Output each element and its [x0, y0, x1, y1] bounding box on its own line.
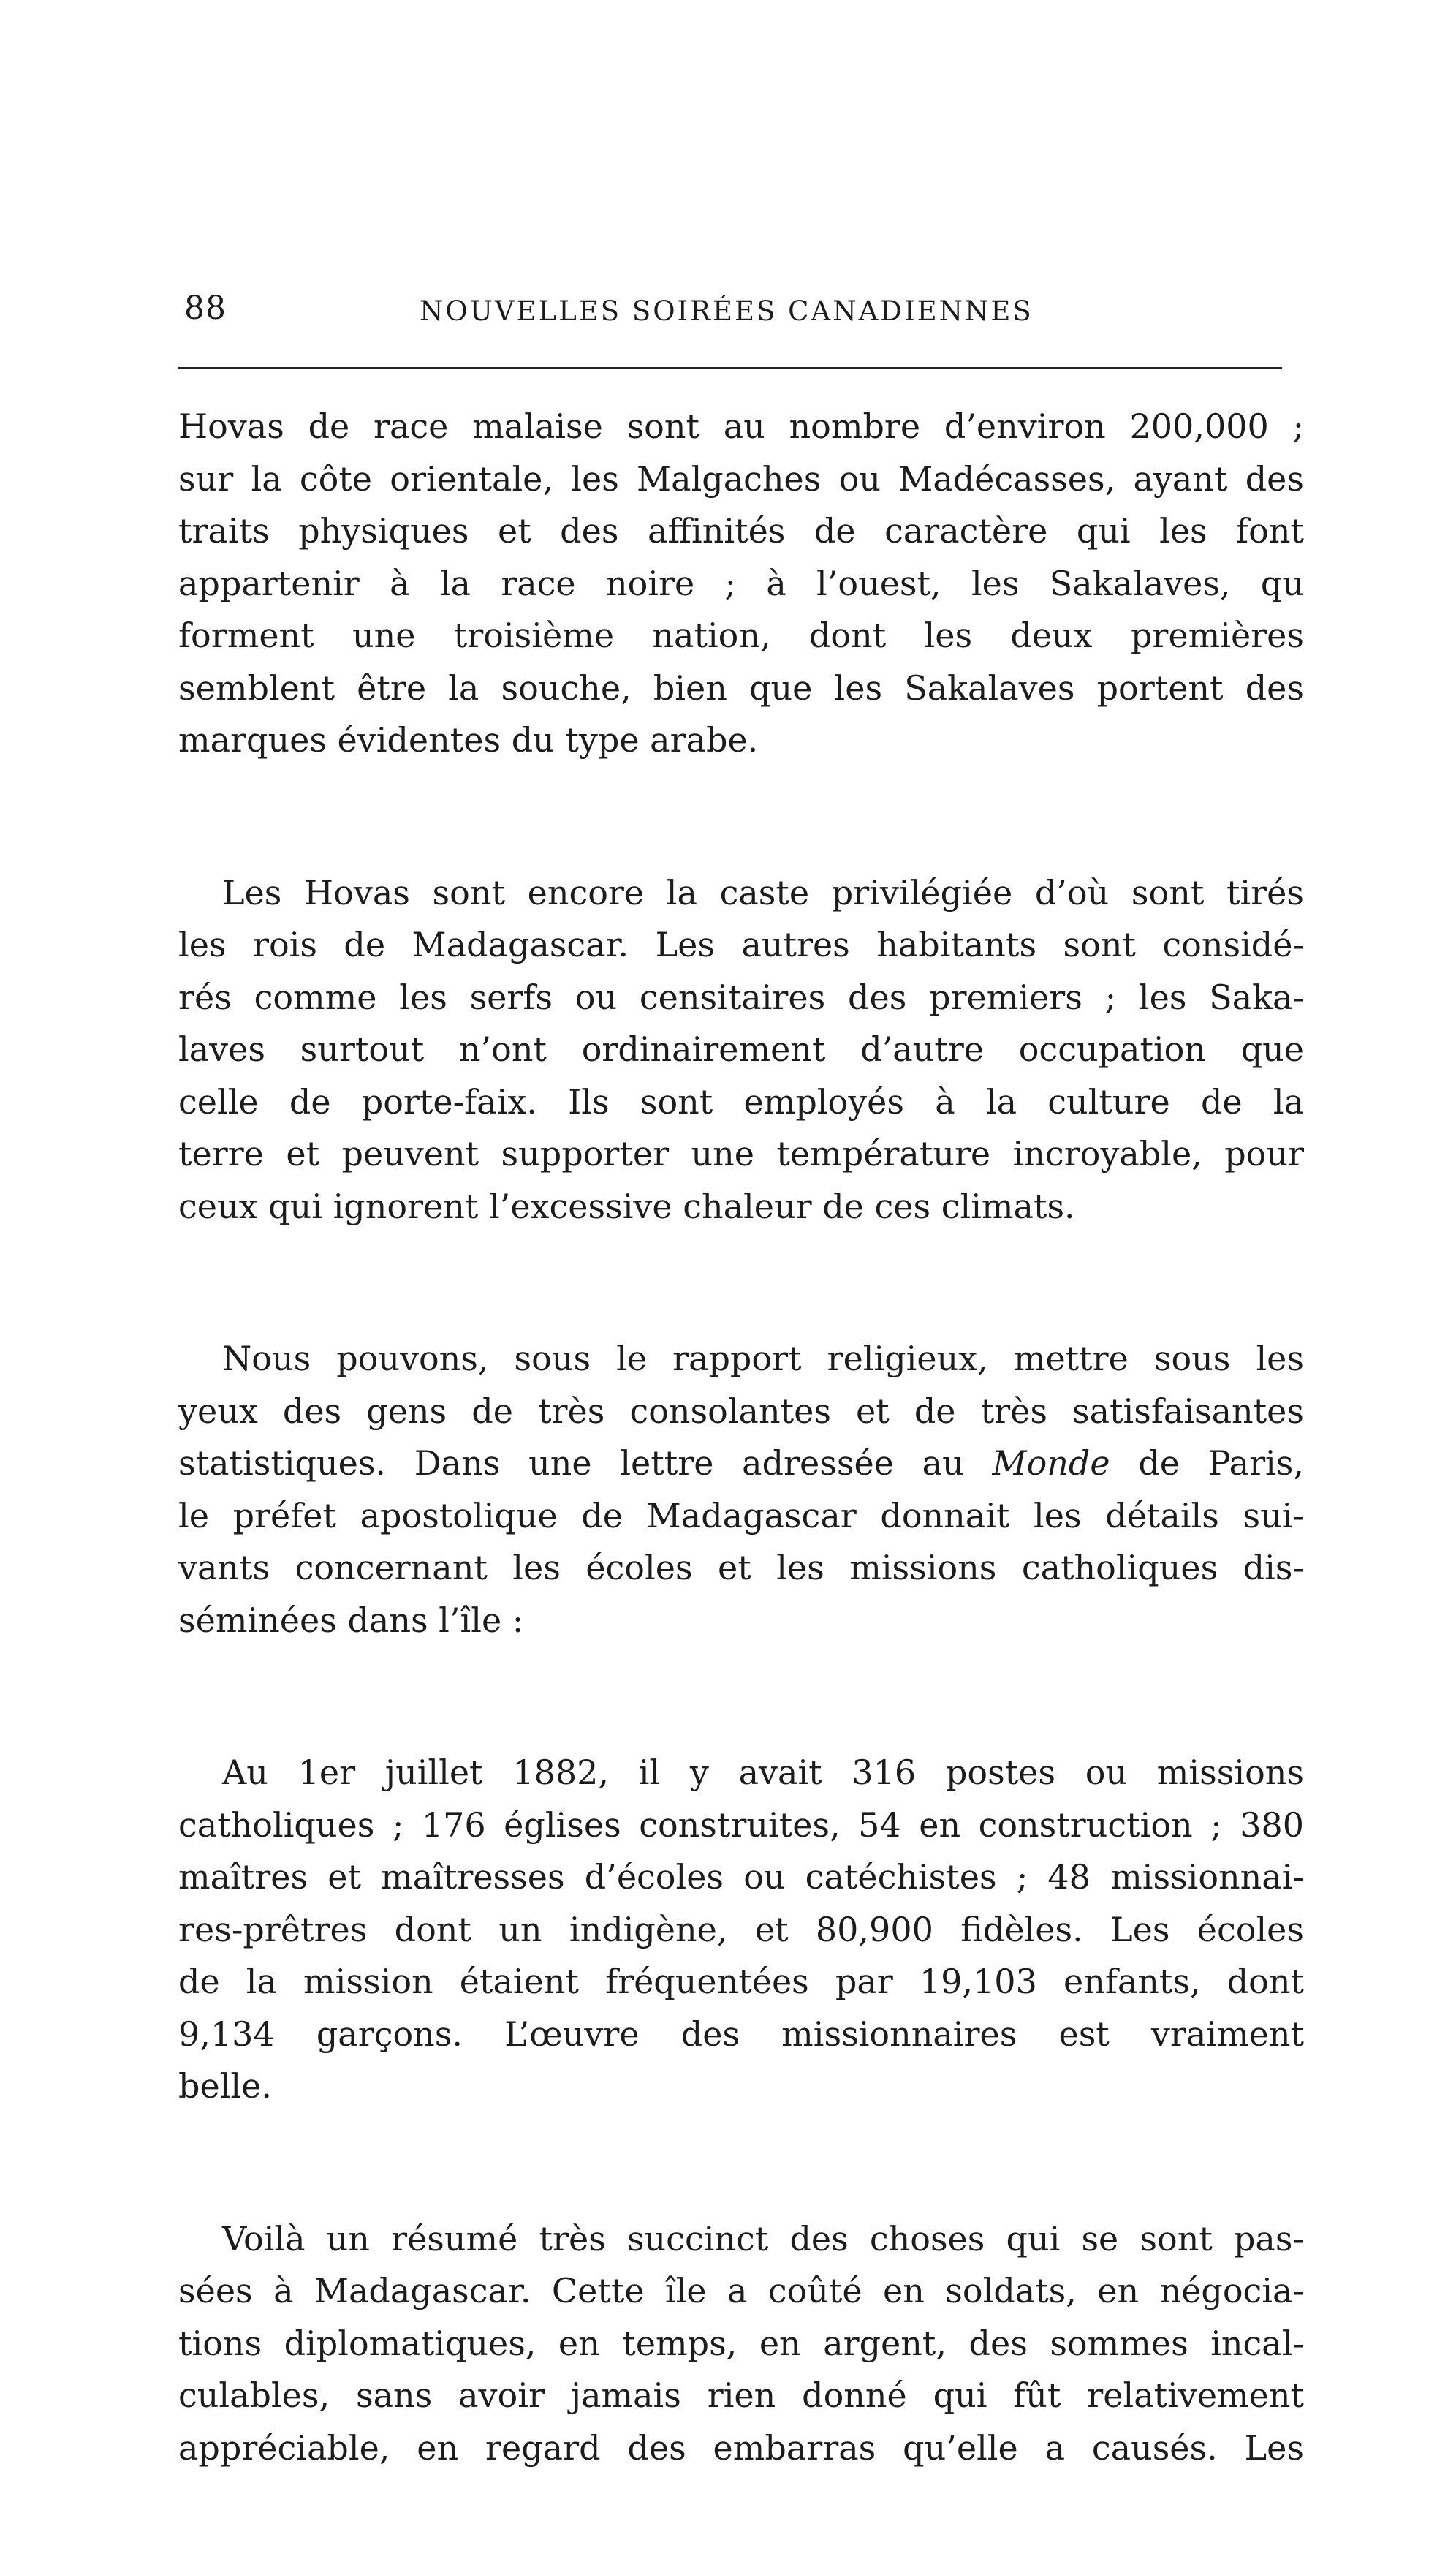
- text-line: celle de porte-faix. Ils sont employés à la culture de la: [178, 1081, 1304, 1122]
- text-line: séminées dans l’île :: [178, 1600, 524, 1640]
- text-line: Au 1er juillet 1882, il y avait 316 postes ou missions: [222, 1753, 1304, 1792]
- text-line: le préfet apostolique de Madagascar donnait les détails sui-: [178, 1495, 1304, 1535]
- paragraph-gap: [178, 2113, 1304, 2213]
- newspaper-title: Monde: [992, 1443, 1110, 1483]
- text-line: rés comme les serfs ou censitaires des premiers ; les Saka-: [178, 977, 1304, 1017]
- text-line: semblent être la souche, bien que les Sakalaves portent des: [178, 668, 1304, 708]
- text-line: yeux des gens de très consolantes et de très satisfaisantes: [178, 1391, 1304, 1431]
- text-line: Les Hovas sont encore la caste privilégiée d’où sont tirés: [222, 872, 1304, 912]
- text-line: appréciable, en regard des embarras qu’elle a causés. Les: [178, 2427, 1304, 2468]
- text-line: de la mission étaient fréquentées par 19,103 enfants, dont: [178, 1962, 1304, 2001]
- page-header: [178, 271, 1304, 336]
- paragraph-5: [178, 2213, 1304, 2475]
- text-line: culables, sans avoir jamais rien donné qui fût relativement: [178, 2376, 1304, 2415]
- page-body: [178, 401, 1304, 2474]
- text-line: vants concernant les écoles et les missions catholiques dis-: [178, 1548, 1304, 1587]
- text-line: Hovas de race malaise sont au nombre d’environ 200,000 ;: [178, 407, 1304, 446]
- running-title: NOUVELLES SOIRÉES CANADIENNES: [420, 295, 1034, 327]
- text-line: laves surtout n’ont ordinairement d’autre occupation que: [178, 1029, 1304, 1069]
- text-line: forment une troisième nation, dont les deux premières: [178, 616, 1304, 655]
- text-line: catholiques ; 176 églises construites, 54 en construction ; 380: [178, 1804, 1304, 1845]
- paragraph-gap: [178, 767, 1304, 867]
- text-line: Nous pouvons, sous le rapport religieux, mettre sous les: [222, 1339, 1304, 1378]
- paragraph-1: [178, 401, 1304, 767]
- text-line: ceux qui ignorent l’excessive chaleur de ces climats.: [178, 1186, 1075, 1226]
- text-line: res-prêtres dont un indigène, et 80,900 fidèles. Les écoles: [178, 1909, 1304, 1949]
- text-line-with-italic: [178, 1437, 1304, 1490]
- text-line: sur la côte orientale, les Malgaches ou Madécasses, ayant des: [178, 458, 1304, 499]
- text-line: belle.: [178, 2066, 272, 2106]
- text-line: tions diplomatiques, en temps, en argent, des sommes incal-: [178, 2323, 1304, 2363]
- text-segment: de Paris,: [1110, 1443, 1304, 1483]
- paragraph-3: [178, 1333, 1304, 1647]
- book-page: [178, 271, 1304, 2468]
- paragraph-4: [178, 1747, 1304, 2113]
- text-line: maîtres et maîtresses d’écoles ou catéchistes ; 48 missionnai-: [178, 1857, 1304, 1897]
- text-line: 9,134 garçons. L’œuvre des missionnaires est vraiment: [178, 2014, 1304, 2054]
- text-line: traits physiques et des affinités de caractère qui les font: [178, 511, 1304, 551]
- text-line: sées à Madagascar. Cette île a coûté en soldats, en négocia-: [178, 2271, 1304, 2310]
- paragraph-gap: [178, 1233, 1304, 1333]
- paragraph-gap: [178, 1647, 1304, 1747]
- text-line: marques évidentes du type arabe.: [178, 720, 759, 760]
- text-segment: statistiques. Dans une lettre adressée au: [178, 1443, 993, 1483]
- text-line: les rois de Madagascar. Les autres habitants sont considé-: [178, 925, 1304, 964]
- text-line: terre et peuvent supporter une température incroyable, pour: [178, 1134, 1304, 1173]
- paragraph-2: [178, 867, 1304, 1233]
- header-rule: [178, 367, 1282, 369]
- text-line: appartenir à la race noire ; à l’ouest, les Sakalaves, qu: [178, 563, 1304, 603]
- page-number: 88: [184, 290, 227, 327]
- text-line: Voilà un résumé très succinct des choses qui se sont pas-: [222, 2218, 1304, 2259]
